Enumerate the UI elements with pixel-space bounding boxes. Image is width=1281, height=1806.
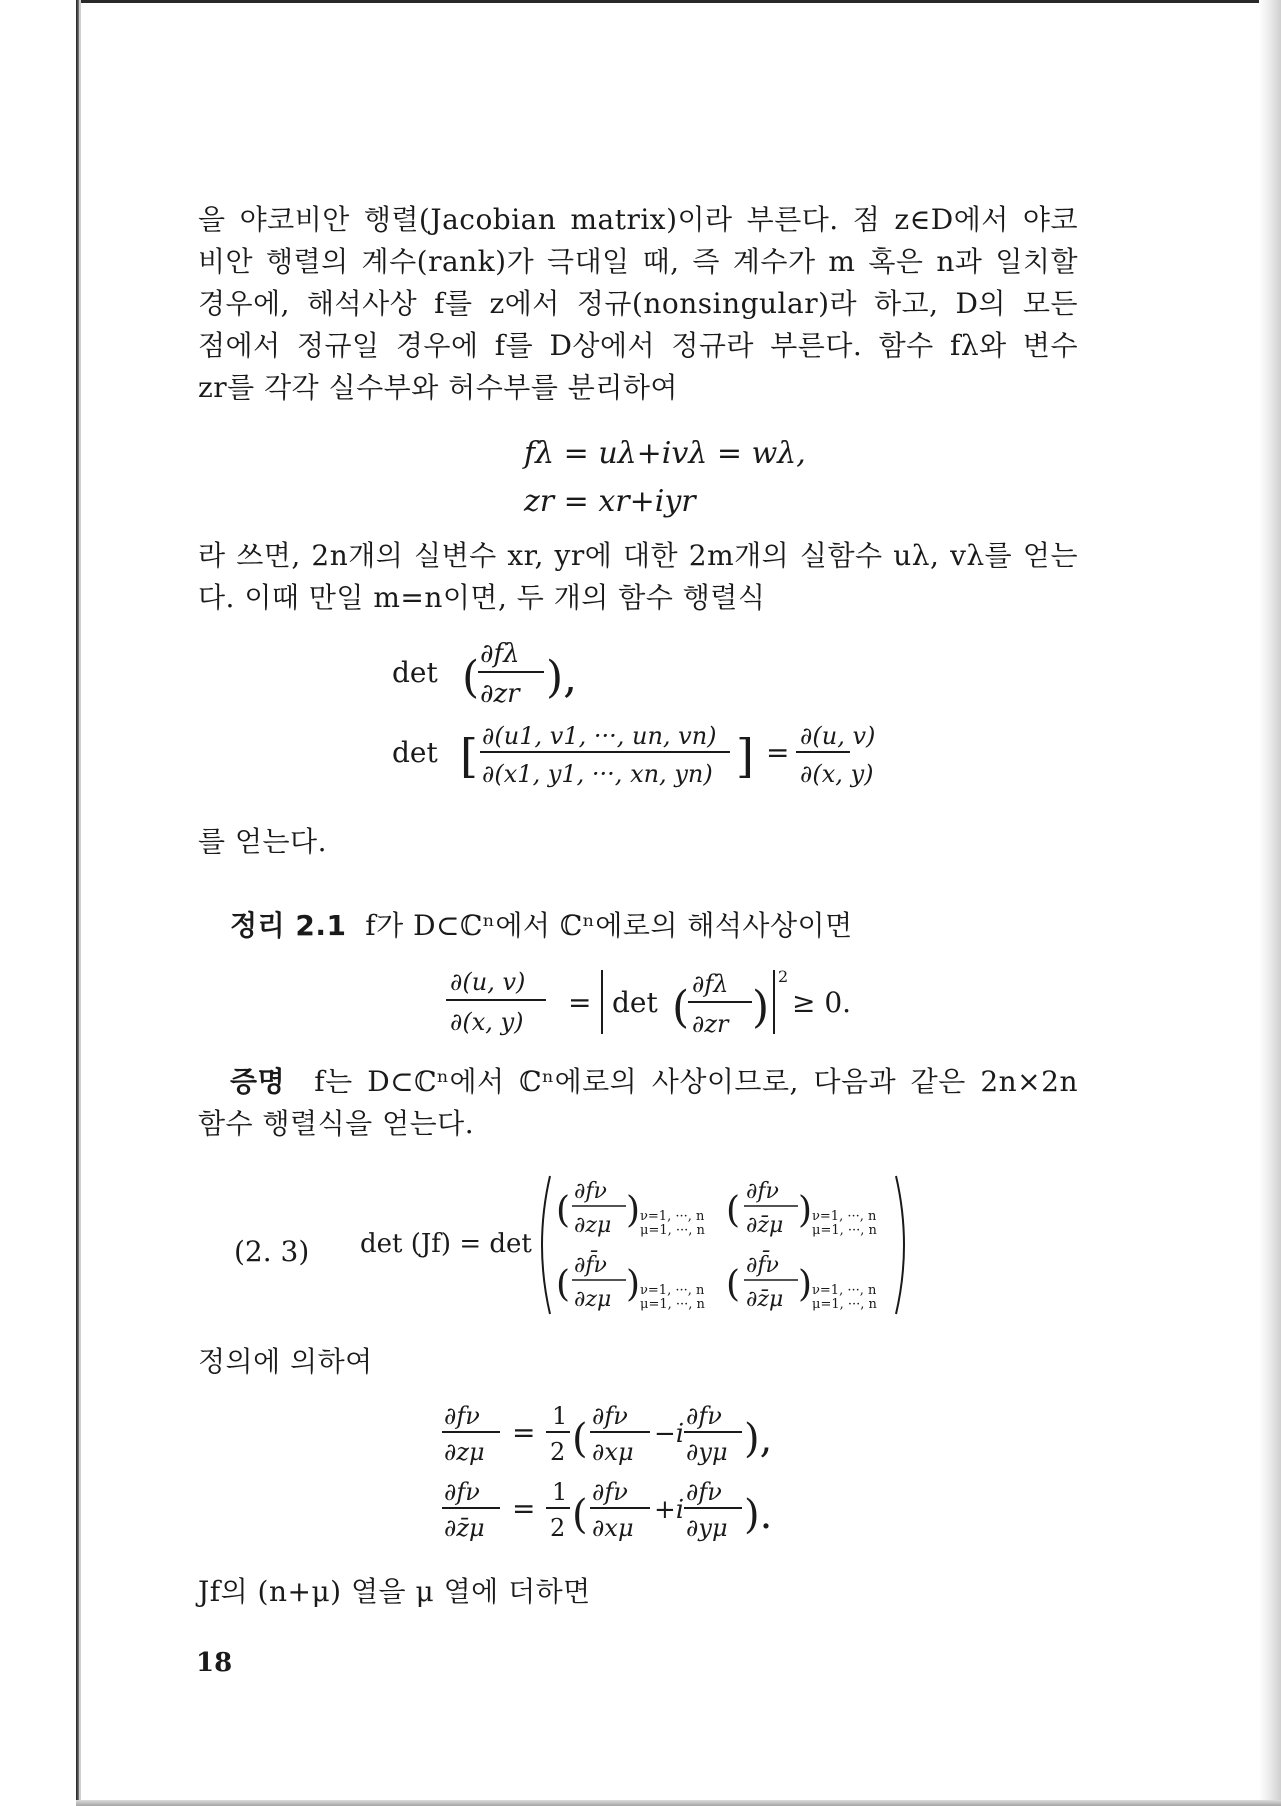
eq5-half2-num: 1	[552, 1478, 568, 1506]
eq4-e11-den: ∂zμ	[574, 1213, 612, 1238]
eq5-eq2: =	[512, 1492, 536, 1525]
eq4-e21-den: ∂zμ	[574, 1287, 612, 1312]
eq3-num: ∂(u, v)	[450, 968, 526, 996]
eq4-sub11-top: ν=1, ···, n	[640, 1209, 705, 1224]
eq2-num1: ∂fλ	[480, 639, 520, 669]
eq4-p12-open: (	[726, 1190, 741, 1231]
proof-text: f는 D⊂ℂⁿ에서 ℂⁿ에로의 사상이므로, 다음과 같은 2n×2n	[314, 1065, 1078, 1098]
eq5-dy2-den: ∂yμ	[686, 1514, 728, 1542]
eq4-e12-den: ∂z̄μ	[746, 1213, 784, 1238]
eq2-num3: ∂(u, v)	[800, 722, 876, 750]
equation1-line1: fλ = uλ+ivλ = wλ,	[524, 436, 806, 471]
proof-line1	[230, 1062, 1078, 1102]
eq4-p21-close: )	[626, 1264, 641, 1305]
eq4-e11-num: ∂fν	[574, 1179, 607, 1204]
eq4-lhs: det (Jf) = det	[360, 1229, 532, 1259]
paragraph1-line5: zr를 각각 실수부와 허수부를 분리하여	[198, 371, 678, 404]
eq5-op2: +i	[654, 1495, 685, 1525]
eq5-dx1-den: ∂xμ	[592, 1438, 634, 1466]
paragraph2-line1: 라 쓰면, 2n개의 실변수 xr, yr에 대한 2m개의 실함수 uλ, vλ를 얻는	[198, 539, 1078, 572]
eq5-dx2-den: ∂xμ	[592, 1514, 634, 1542]
eq3-paren-open: (	[672, 982, 690, 1033]
eq3-det: det	[612, 986, 658, 1019]
eq4-p11-close: )	[626, 1190, 641, 1231]
paragraph4: 정의에 의하여	[198, 1345, 373, 1378]
page-edge-bottom	[76, 1800, 1281, 1806]
theorem-text: f가 D⊂ℂⁿ에서 ℂⁿ에로의 해석사상이면	[365, 909, 853, 942]
eq4-p21-open: (	[556, 1264, 571, 1305]
eq5-end2: ).	[744, 1492, 773, 1538]
eq4-p22-open: (	[726, 1264, 741, 1305]
eq2-det1: det	[392, 656, 438, 689]
eq4-e12-num: ∂fν	[746, 1179, 779, 1204]
eq3-exponent: 2	[778, 967, 789, 986]
paragraph1-line2: 비안 행렬의 계수(rank)가 극대일 때, 즉 계수가 m 혹은 n과 일치할	[198, 245, 1078, 278]
paragraph3: 를 얻는다.	[198, 825, 327, 858]
eq2-paren-open: (	[462, 652, 480, 703]
equation3	[444, 960, 852, 1050]
eq5-lhs1-num: ∂fν	[444, 1402, 480, 1430]
eq4-sub12-bottom: μ=1, ···, n	[812, 1223, 877, 1238]
eq4-sub11-bottom: μ=1, ···, n	[640, 1223, 705, 1238]
eq4-p22-close: )	[798, 1264, 813, 1305]
paragraph5: Jf의 (n+μ) 열을 μ 열에 더하면	[198, 1575, 591, 1608]
eq3-den: ∂(x, y)	[450, 1008, 524, 1036]
eq5-half2-den: 2	[550, 1514, 566, 1542]
eq5-dy1-num: ∂fν	[686, 1402, 722, 1430]
eq4-p12-close: )	[798, 1190, 813, 1231]
eq4-sub22-top: ν=1, ···, n	[812, 1283, 877, 1298]
eq2-den1: ∂zr	[480, 679, 520, 709]
eq4-p11-open: (	[556, 1190, 571, 1231]
equation4-number: (2. 3)	[234, 1235, 310, 1268]
eq2-den3: ∂(x, y)	[800, 760, 874, 788]
eq4-e22-num: ∂f̄ν	[746, 1253, 779, 1278]
eq5-paren1-open: (	[572, 1416, 588, 1462]
eq2-num2: ∂(u1, v1, ···, un, vn)	[482, 722, 717, 750]
eq5-dx1-num: ∂fν	[592, 1402, 628, 1430]
theorem-line	[230, 906, 1110, 946]
eq5-dy1-den: ∂yμ	[686, 1438, 728, 1466]
eq2-bracket-close: ]	[736, 729, 754, 783]
equation5	[440, 1396, 840, 1556]
eq4-sub21-top: ν=1, ···, n	[640, 1283, 705, 1298]
eq3-tail: ≥ 0.	[792, 986, 852, 1019]
eq3-inner-num: ∂fλ	[692, 970, 729, 998]
eq4-sub21-bottom: μ=1, ···, n	[640, 1297, 705, 1312]
eq5-half1-den: 2	[550, 1438, 566, 1466]
proof-label: 증명	[230, 1065, 286, 1098]
page-edge-top	[76, 0, 1281, 3]
paragraph1-line1: 을 야코비안 행렬(Jacobian matrix)이라 부른다. 점 z∈D에서 야코	[198, 203, 1078, 236]
eq5-op1: −i	[654, 1419, 685, 1449]
theorem-label: 정리 2.1	[230, 909, 347, 942]
page-edge-left-shadow	[79, 0, 81, 1806]
eq2-bracket-open: [	[460, 729, 478, 783]
paragraph1-line4: 점에서 정규일 경우에 f를 D상에서 정규라 부른다. 함수 fλ와 변수	[198, 329, 1078, 362]
eq2-paren-close: ),	[546, 652, 578, 703]
equation2	[380, 620, 880, 800]
eq4-e21-num: ∂f̄ν	[574, 1253, 607, 1278]
eq2-det2: det	[392, 736, 438, 769]
eq4-e22-den: ∂z̄μ	[746, 1287, 784, 1312]
paragraph2-line2: 다. 이때 만일 m=n이면, 두 개의 함수 행렬식	[198, 581, 766, 614]
eq4-sub22-bottom: μ=1, ···, n	[812, 1297, 877, 1312]
page-edge-right	[1259, 0, 1281, 1806]
eq5-eq1: =	[512, 1416, 536, 1449]
eq3-equals: =	[568, 986, 592, 1019]
eq5-lhs2-den: ∂z̄μ	[444, 1514, 485, 1542]
page-number: 18	[196, 1648, 233, 1678]
paragraph1-line3: 경우에, 해석사상 f를 z에서 정규(nonsingular)라 하고, D의 모든	[198, 287, 1078, 320]
eq5-lhs2-num: ∂fν	[444, 1478, 480, 1506]
equation4	[360, 1170, 920, 1320]
eq5-half1-num: 1	[552, 1402, 568, 1430]
eq3-inner-den: ∂zr	[692, 1010, 729, 1038]
eq3-paren-close: )	[752, 982, 770, 1033]
proof-line2: 함수 행렬식을 얻는다.	[198, 1107, 475, 1140]
eq5-paren2-open: (	[572, 1492, 588, 1538]
equation1-line2: zr = xr+iyr	[524, 484, 696, 519]
eq5-end1: ),	[744, 1416, 773, 1462]
eq2-equals: =	[766, 736, 790, 769]
eq4-sub12-top: ν=1, ···, n	[812, 1209, 877, 1224]
eq5-dx2-num: ∂fν	[592, 1478, 628, 1506]
eq5-dy2-num: ∂fν	[686, 1478, 722, 1506]
eq5-lhs1-den: ∂zμ	[444, 1438, 485, 1466]
eq2-den2: ∂(x1, y1, ···, xn, yn)	[482, 760, 713, 788]
